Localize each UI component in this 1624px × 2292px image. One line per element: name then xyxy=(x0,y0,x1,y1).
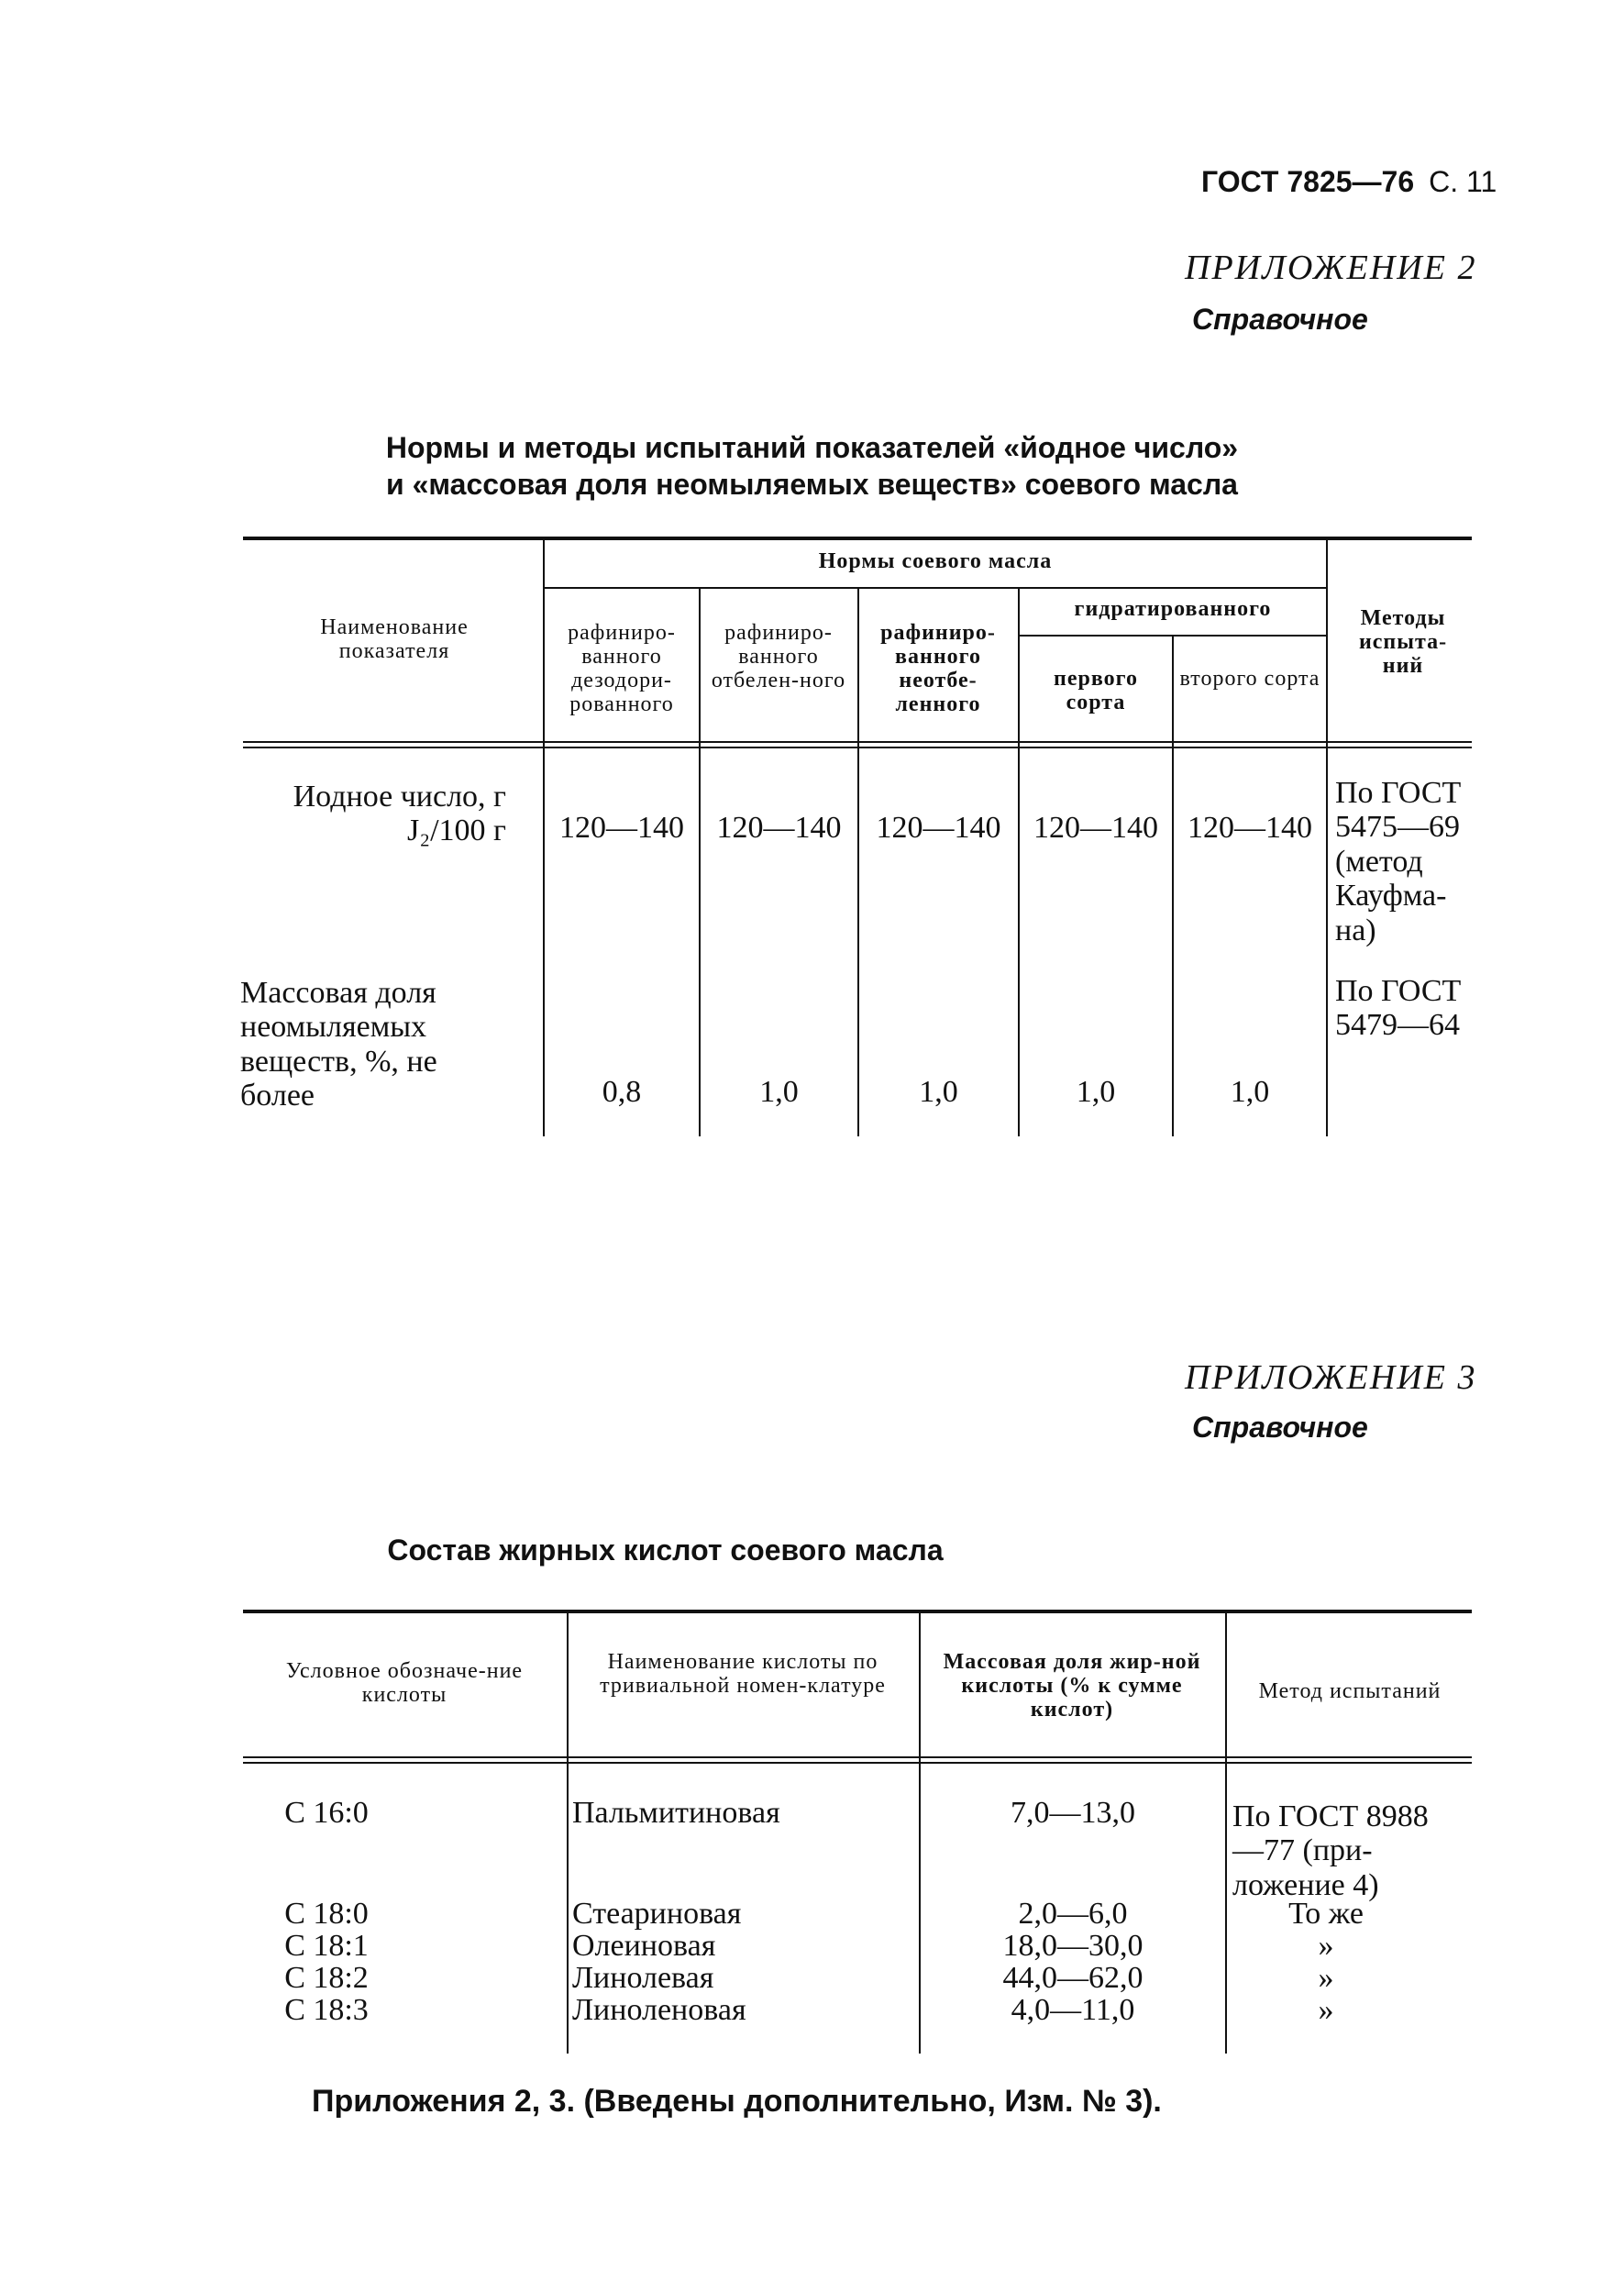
t2-row5-name: Линоленовая xyxy=(572,1993,746,2027)
table-1-title-line2: и «массовая доля неомыляемых веществ» соевого масла xyxy=(386,468,1238,501)
t2-header-rule-b xyxy=(243,1762,1472,1764)
t2-header-rule-a xyxy=(243,1756,1472,1758)
t2-row1-symbol: C 16:0 xyxy=(284,1796,369,1830)
t1-row1-v5: 120—140 xyxy=(1188,811,1312,845)
t2-row4-symbol: C 18:2 xyxy=(284,1961,369,1995)
t1-group-rule xyxy=(543,587,1326,589)
t2-row1-share: 7,0—13,0 xyxy=(1011,1796,1135,1830)
t2-row3-method: » xyxy=(1318,1929,1334,1963)
t2-row5-method: » xyxy=(1318,1993,1334,2027)
appendix-3-label: ПРИЛОЖЕНИЕ 3 xyxy=(1185,1358,1477,1397)
t1-row1-v4: 120—140 xyxy=(1033,811,1158,845)
t1-vline-5 xyxy=(1172,637,1174,1136)
t1-row2-v3: 1,0 xyxy=(919,1075,958,1109)
t2-vline-1 xyxy=(567,1613,569,2054)
page-number: С. 11 xyxy=(1429,165,1497,198)
t2-row2-symbol: C 18:0 xyxy=(284,1897,369,1931)
t1-row2-v1: 0,8 xyxy=(602,1075,642,1109)
appendix-3-kind: Справочное xyxy=(1192,1411,1368,1444)
t2-row3-symbol: C 18:1 xyxy=(284,1929,369,1963)
t1-row2-indicator: Массовая доля неомыляемых веществ, %, не более xyxy=(240,976,437,1113)
t2-row4-method: » xyxy=(1318,1961,1334,1995)
t1-vline-4 xyxy=(1018,589,1020,1136)
t2-row2-share: 2,0—6,0 xyxy=(1018,1897,1128,1931)
t2-row1-method: По ГОСТ 8988—77 (при-ложение 4) xyxy=(1232,1799,1429,1902)
t1-col-refined-bleached: рафиниро-ванного отбелен-ного xyxy=(711,621,846,692)
t1-vline-2 xyxy=(699,589,701,1136)
t2-row4-name: Линолевая xyxy=(572,1961,714,1995)
t2-row5-symbol: C 18:3 xyxy=(284,1993,369,2027)
t2-col-method: Метод испытаний xyxy=(1258,1679,1442,1703)
t2-row2-name: Стеариновая xyxy=(572,1897,742,1931)
t2-top-rule xyxy=(243,1610,1472,1613)
amendment-note: Приложения 2, 3. (Введены дополнительно, Изм. № 3). xyxy=(312,2084,1162,2119)
t2-row2-method: То же xyxy=(1288,1897,1364,1931)
t1-col-refined-deodorized: рафиниро-ванного дезодори-рованного xyxy=(568,621,676,716)
t1-group-norms: Нормы соевого масла xyxy=(818,549,1053,573)
t1-row2-v5: 1,0 xyxy=(1230,1075,1270,1109)
appendix-2-label: ПРИЛОЖЕНИЕ 2 xyxy=(1185,249,1477,287)
t2-row4-share: 44,0—62,0 xyxy=(1002,1961,1143,1995)
t1-group-hydrated: гидратированного xyxy=(1074,597,1272,621)
t2-col-name: Наименование кислоты по тривиальной номен-клатуре xyxy=(600,1650,886,1698)
table-2-title: Состав жирных кислот соевого масла xyxy=(387,1534,944,1567)
t1-vline-6 xyxy=(1326,540,1328,1136)
t2-col-symbol: Условное обозначе-ние кислоты xyxy=(285,1659,524,1707)
t1-row2-v4: 1,0 xyxy=(1076,1075,1116,1109)
t1-row1-v2: 120—140 xyxy=(716,811,842,845)
t2-row1-name: Пальмитиновая xyxy=(572,1796,780,1830)
t1-row1-method: По ГОСТ 5475—69 (метод Кауфма-на) xyxy=(1335,776,1462,947)
t2-row3-name: Олеиновая xyxy=(572,1929,716,1963)
t2-vline-3 xyxy=(1225,1613,1227,2054)
t1-col-methods: Методы испыта-ний xyxy=(1358,606,1448,678)
page-header xyxy=(1201,165,1497,199)
t2-col-share: Массовая доля жир-ной кислоты (% к сумме кислот) xyxy=(943,1650,1201,1722)
t1-row2-v2: 1,0 xyxy=(759,1075,799,1109)
t1-col-indicator: Наименование показателя xyxy=(320,615,469,663)
t1-row2-method: По ГОСТ 5479—64 xyxy=(1335,974,1462,1043)
t1-col-refined-unbleached: рафиниро-ванного неотбе-ленного xyxy=(880,621,996,716)
t1-row1-v3: 120—140 xyxy=(876,811,1001,845)
t1-col-first-grade: первого сорта xyxy=(1054,667,1138,714)
t1-col-second-grade: второго сорта xyxy=(1179,667,1320,691)
t1-row1-indicator: Иодное число, г J₂/100 г xyxy=(293,780,506,848)
t1-top-rule xyxy=(243,537,1472,540)
t2-row3-share: 18,0—30,0 xyxy=(1002,1929,1143,1963)
t1-vline-3 xyxy=(857,589,859,1136)
table-1-title-line1: Нормы и методы испытаний показателей «йодное число» xyxy=(385,431,1239,464)
t1-row1-v1: 120—140 xyxy=(559,811,684,845)
appendix-2-kind: Справочное xyxy=(1192,303,1368,336)
gost-number: ГОСТ 7825—76 xyxy=(1201,165,1415,198)
t2-row5-share: 4,0—11,0 xyxy=(1011,1993,1135,2027)
